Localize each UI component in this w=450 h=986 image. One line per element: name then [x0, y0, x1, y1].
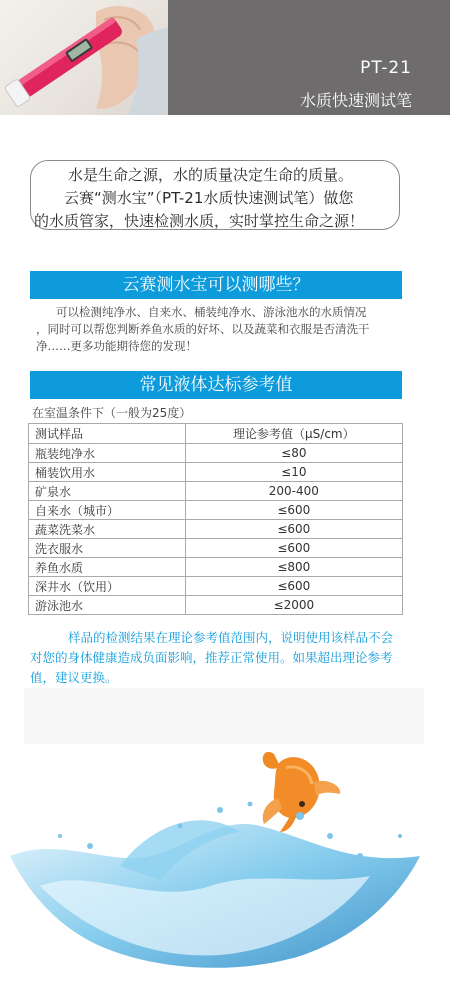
col-header-sample: 测试样品 — [29, 424, 186, 444]
feature-line-2: ，同时可以帮您判断养鱼水质的好坏、以及蔬菜和衣服是否清洗干 — [36, 322, 370, 336]
sample-name: 自来水（城市） — [29, 501, 186, 520]
reference-value: ≤800 — [185, 558, 402, 577]
table-header-row — [29, 424, 403, 444]
temperature-condition: 在室温条件下（一般为25度） — [32, 406, 192, 420]
reference-value: ≤600 — [185, 539, 402, 558]
sample-name: 瓶装纯净水 — [29, 444, 186, 463]
header-banner — [0, 0, 450, 115]
sample-name: 养鱼水质 — [29, 558, 186, 577]
sample-name: 桶装饮用水 — [29, 463, 186, 482]
intro-line-3: 的水质管家，快速检测水质，实时掌控生命之源！ — [34, 212, 365, 230]
table-row — [29, 463, 403, 482]
table-row — [29, 482, 403, 501]
sample-name: 矿泉水 — [29, 482, 186, 501]
reference-value: ≤2000 — [185, 596, 402, 615]
reference-value: ≤600 — [185, 501, 402, 520]
reference-value: ≤600 — [185, 577, 402, 596]
section-title-features: 云赛测水宝可以测哪些？ — [30, 271, 402, 299]
product-model: PT-21 — [360, 58, 412, 78]
col-header-value: 理论参考值（μS/cm） — [185, 424, 402, 444]
note-line-1: 样品的检测结果在理论参考值范围内，说明使用该样品不会 — [68, 630, 394, 645]
reference-table — [28, 423, 403, 615]
feature-line-1: 可以检测纯净水、自来水、桶装纯净水、游泳池水的水质情况 — [56, 305, 367, 319]
note-line-2: 对您的身体健康造成负面影响，推荐正常使用。如果超出理论参考 — [30, 650, 393, 665]
table-row — [29, 520, 403, 539]
intro-line-1: 水是生命之源，水的质量决定生命的质量。 — [68, 166, 354, 184]
product-photo — [0, 0, 168, 115]
section-title-reference: 常见液体达标参考值 — [30, 371, 402, 399]
table-row — [29, 577, 403, 596]
sample-name: 深井水（饮用） — [29, 577, 186, 596]
testing-pen-icon — [0, 0, 168, 115]
table-row — [29, 501, 403, 520]
reference-value: ≤600 — [185, 520, 402, 539]
sample-name: 洗衣服水 — [29, 539, 186, 558]
sample-name: 蔬菜洗菜水 — [29, 520, 186, 539]
water-splash-icon — [0, 796, 450, 986]
table-row — [29, 596, 403, 615]
reference-value: 200-400 — [185, 482, 402, 501]
sample-name: 游泳池水 — [29, 596, 186, 615]
feature-line-3: 净……更多功能期待您的发现！ — [36, 339, 197, 353]
intro-line-2: 云赛“测水宝”（PT-21水质快速测试笔）做您 — [64, 189, 354, 207]
reference-value: ≤80 — [185, 444, 402, 463]
product-name: 水质快速测试笔 — [299, 91, 412, 110]
reference-value: ≤10 — [185, 463, 402, 482]
table-row — [29, 539, 403, 558]
table-row — [29, 558, 403, 577]
note-line-3: 值，建议更换。 — [30, 670, 118, 685]
background-fade — [24, 688, 424, 744]
table-row — [29, 444, 403, 463]
